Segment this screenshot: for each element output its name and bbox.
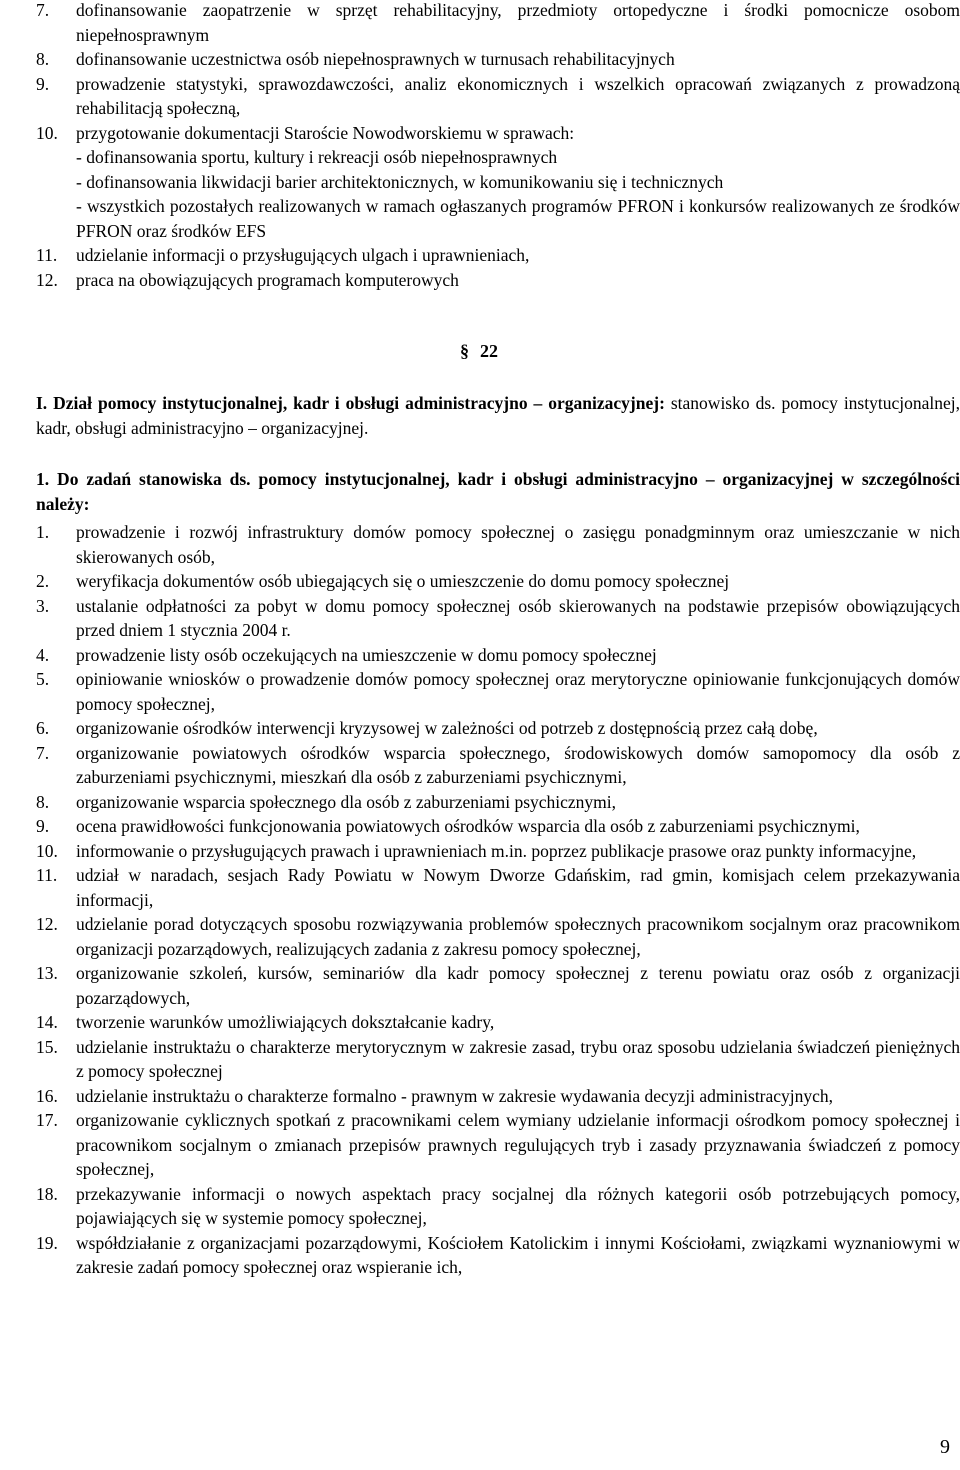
list-item xyxy=(36,814,960,839)
list-item-text: praca na obowiązujących programach komputerowych xyxy=(76,269,459,290)
list-item-number: 9. xyxy=(36,816,50,836)
list-item xyxy=(36,243,960,268)
list-item xyxy=(36,0,960,47)
list-item-text: przekazywanie informacji o nowych aspektach pracy socjalnej dla różnych kategorii osób potrzebujących pomocy, pojawiających się w systemie pomocy społecznej, xyxy=(76,1183,960,1228)
list-item-text: udzielanie informacji o przysługujących ulgach i uprawnieniach, xyxy=(76,245,530,265)
list-item-number: 11. xyxy=(36,245,58,265)
list-item-number: 15. xyxy=(36,1036,58,1057)
list-item-text: organizowanie ośrodków interwencji kryzysowej w zależności od potrzeb z dostępnością przez całą dobę, xyxy=(76,718,818,738)
list-item-number: 14. xyxy=(36,1012,58,1032)
list-item xyxy=(36,1010,960,1035)
list-item xyxy=(36,961,960,1010)
list-item-number: 12. xyxy=(36,914,58,934)
list-item-number: 12. xyxy=(36,269,58,290)
section-number xyxy=(460,339,498,364)
list-item-number: 10. xyxy=(36,122,58,143)
list-item xyxy=(36,268,960,293)
list-item xyxy=(36,643,960,668)
list-item-text: organizowanie wsparcia społecznego dla osób z zaburzeniami psychicznymi, xyxy=(76,791,617,812)
list-item xyxy=(36,839,960,864)
section-sign: § xyxy=(460,341,469,361)
list-item-text: informowanie o przysługujących prawach i uprawnieniach m.in. poprzez publikacje prasowe oraz punkty informacyjne, xyxy=(76,840,917,861)
list-item-text: organizowanie cyklicznych spotkań z pracownikami celem wymiany udzielanie informacji ośrodkom pomocy społecznej i pracownikom socjalnym o zmianach przepisów prawnych regulujących tryb i zasady przyznawania świadczeń z pomocy społecznej, xyxy=(76,1110,960,1179)
list-item xyxy=(36,912,960,961)
list-item-text: prowadzenie statystyki, sprawozdawczości, analiz ekonomicznych i wszelkich opracowań związanych z prowadzoną rehabilitacją społeczną, xyxy=(76,73,960,118)
list-item-text: ustalanie odpłatności za pobyt w domu pomocy społecznej osób skierowanych na podstawie przepisów obowiązujących przed dniem 1 stycznia 2004 r. xyxy=(76,595,960,640)
sub-item: - wszystkich pozostałych realizowanych w ramach ogłaszanych programów PFRON i konkursów realizowanych ze środków PFRON oraz środków EFS xyxy=(76,196,960,241)
list-item xyxy=(36,667,960,716)
section-number-value: 22 xyxy=(480,341,498,361)
list-item-text: przygotowanie dokumentacji Staroście Nowodworskiemu w sprawach: xyxy=(76,122,575,143)
list-item-number: 9. xyxy=(36,73,50,94)
list-item xyxy=(36,520,960,569)
list-item xyxy=(36,790,960,815)
list-item-text: dofinansowanie uczestnictwa osób niepełnosprawnych w turnusach rehabilitacyjnych xyxy=(76,49,675,69)
list-item-number: 18. xyxy=(36,1183,58,1204)
list-item-text: organizowanie powiatowych ośrodków wsparcia społecznego, środowiskowych domów samopomocy dla osób z zaburzeniami psychicznymi, mieszkań dla osób z zaburzeniami psychicznymi, xyxy=(76,742,960,787)
list-item-text: udzielanie instruktażu o charakterze formalno - prawnym w zakresie wydawania decyzji administracyjnych, xyxy=(76,1085,834,1106)
list-item xyxy=(36,1035,960,1084)
list-item xyxy=(36,741,960,790)
list-item-number: 16. xyxy=(36,1085,58,1106)
list-item-number: 8. xyxy=(36,49,50,69)
list-item xyxy=(36,716,960,741)
top-list xyxy=(36,0,960,292)
sub-item: - dofinansowania likwidacji barier architektonicznych, w komunikowaniu się i technicznych xyxy=(76,171,724,192)
list-item xyxy=(36,47,960,72)
list-item-text: prowadzenie i rozwój infrastruktury domów pomocy społecznej o zasięgu ponadgminnym oraz umieszczanie w nich skierowanych osób, xyxy=(76,522,960,567)
list-item-number: 5. xyxy=(36,669,50,689)
list-item-number: 2. xyxy=(36,571,50,591)
list-item-number: 17. xyxy=(36,1110,58,1130)
list-item-text: weryfikacja dokumentów osób ubiegających się o umieszczenie do domu pomocy społecznej xyxy=(76,571,730,591)
list-item-number: 13. xyxy=(36,963,58,983)
list-item-number: 19. xyxy=(36,1232,58,1253)
list-item xyxy=(36,121,960,146)
list-item-number: 4. xyxy=(36,644,50,665)
list-item-text: organizowanie szkoleń, kursów, seminariów dla kadr pomocy społecznej z terenu powiatu oraz osób z organizacji pozarządowych, xyxy=(76,963,960,1008)
list-item-text: udział w naradach, sesjach Rady Powiatu w Nowym Dworze Gdańskim, rad gmin, komisjach celem przekazywania informacji, xyxy=(76,865,960,910)
section-heading-bold: I. Dział pomocy instytucjonalnej, kadr i obsługi administracyjno – organizacyjnej: xyxy=(36,393,665,413)
list-item xyxy=(36,72,960,121)
list-item xyxy=(36,594,960,643)
list-item xyxy=(36,1231,960,1280)
list-item-number: 1. xyxy=(36,522,50,542)
list-item-number: 6. xyxy=(36,718,50,738)
list-item-text: prowadzenie listy osób oczekujących na umieszczenie w domu pomocy społecznej xyxy=(76,644,657,665)
list-item-number: 10. xyxy=(36,840,58,861)
tasks-heading: 1. Do zadań stanowiska ds. pomocy instytucjonalnej, kadr i obsługi administracyjno – organizacyjnej w szczególności należy: xyxy=(36,469,960,514)
list-item-text: opiniowanie wniosków o prowadzenie domów pomocy społecznej oraz merytoryczne opiniowanie funkcjonujących domów pomocy społecznej, xyxy=(76,669,960,714)
list-item-text: tworzenie warunków umożliwiających dokształcanie kadry, xyxy=(76,1012,495,1032)
list-item xyxy=(36,863,960,912)
list-item-text: współdziałanie z organizacjami pozarządowymi, Kościołem Katolickim i innymi Kościołami, związkami wyznaniowymi w zakresie zadań pomocy społecznej oraz wspieranie ich, xyxy=(76,1232,960,1277)
list-item-number: 8. xyxy=(36,791,50,812)
list-item xyxy=(36,1108,960,1182)
list-item-number: 3. xyxy=(36,595,50,616)
list-item-number: 11. xyxy=(36,865,58,885)
list-item-text: udzielanie porad dotyczących sposobu rozwiązywania problemów społecznych pracownikom socjalnym oraz pracownikom organizacji pozarządowych, realizujących zadania z zakresu pomocy społecznej, xyxy=(76,914,960,959)
list-item xyxy=(36,569,960,594)
list-item-number: 7. xyxy=(36,0,50,20)
tasks-list xyxy=(36,520,960,1280)
page-number: 9 xyxy=(940,1436,950,1458)
section-heading-normal: stanowisko ds. pomocy instytucjonalnej, kadr, obsługi administracyjno – organizacyjnej. xyxy=(36,393,960,438)
sub-item: - dofinansowania sportu, kultury i rekreacji osób niepełnosprawnych xyxy=(76,147,558,167)
section-heading xyxy=(36,391,960,440)
list-item xyxy=(36,1182,960,1231)
list-item-text: ocena prawidłowości funkcjonowania powiatowych ośrodków wsparcia dla osób z zaburzeniami psychicznymi, xyxy=(76,816,860,836)
list-item-text: udzielanie instruktażu o charakterze merytorycznym w zakresie zasad, trybu oraz sposobu udzielania świadczeń pieniężnych z pomocy społecznej xyxy=(76,1036,960,1081)
list-item-number: 7. xyxy=(36,742,50,763)
list-item xyxy=(36,1084,960,1109)
list-item-text: dofinansowanie zaopatrzenie w sprzęt rehabilitacyjny, przedmioty ortopedyczne i środki pomocnicze osobom niepełnosprawnym xyxy=(76,0,960,45)
